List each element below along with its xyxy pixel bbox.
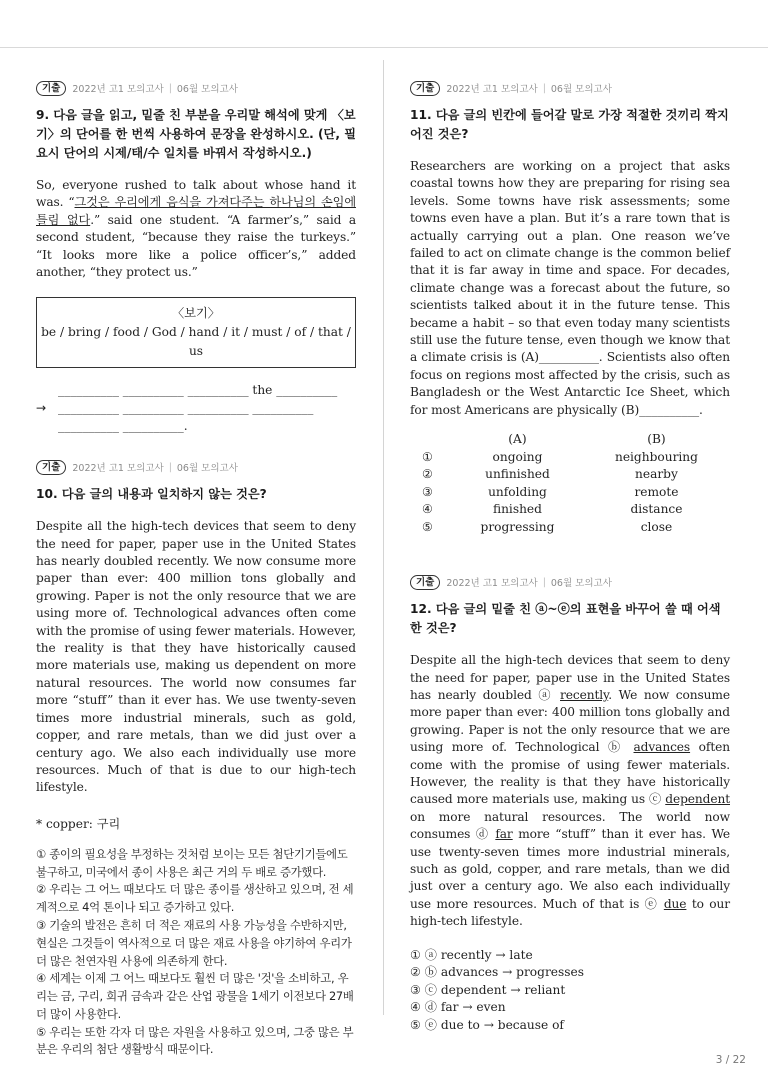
choice-4[interactable]: ④ ⓓ far → even [410,1000,506,1015]
word-bank-title: 〈보기〉 [172,306,220,321]
header-b: (B) [647,432,666,447]
question-11-choices [410,431,730,536]
underlined-a: recently [560,687,609,702]
choice-number: ① [422,449,433,464]
choice-number: ② [422,467,433,482]
choice-row[interactable] [410,484,730,502]
blank-line: __________ __________ __________ __________ [58,401,314,416]
exam-month: 06월 모의고사 [550,84,612,95]
exam-year: 2022년 고1 모의고사 [446,578,538,590]
underlined-e: due [663,896,687,911]
page-number: 3 / 22 [715,1054,746,1066]
question-12-choices [410,947,730,1035]
exam-year: 2022년 고1 모의고사 [72,463,164,475]
choice-number: ③ [422,484,433,499]
choice-a: unfolding [488,484,547,499]
choice-b: neighbouring [614,449,698,464]
choice-4[interactable]: ④ 세계는 이제 그 어느 때보다도 훨씬 더 많은 '것'을 소비하고, 우리는 금, 구리, 희귀 금속과 같은 산업 광물을 1세기 이전보다 27배 더 많이 사용한다. [36,971,354,1021]
choice-1[interactable]: ① ⓐ recently → late [410,947,533,962]
question-12 [410,574,730,1034]
answer-blanks [36,382,356,435]
exam-month: 06월 모의고사 [176,84,238,95]
question-9 [36,80,356,435]
question-10-meta: 기출 2022년 고1 모의고사 | 06월 모의고사 [36,459,356,475]
choice-a: ongoing [492,449,543,464]
choice-row[interactable] [410,519,730,537]
question-9-meta: 기출 2022년 고1 모의고사 | 06월 모의고사 [36,80,356,96]
question-12-meta: 기출 2022년 고1 모의고사 | 06월 모의고사 [410,574,730,590]
exam-year: 2022년 고1 모의고사 [72,84,164,95]
choice-3[interactable]: ③ ⓒ dependent → reliant [410,982,566,997]
underlined-b: advances [633,740,691,755]
tag-badge: 기출 [410,81,440,96]
question-10 [36,459,356,1059]
choice-row[interactable] [410,501,730,519]
choice-row[interactable] [410,466,730,484]
underlined-d: far [495,827,513,842]
question-11-passage: Researchers are working on a project that asks coastal towns how they are preparing for rising sea levels. Some towns have risk assessments; some towns even have a plan. But it’s a rare town that is actually carrying out a plan. One reason we’ve failed to act on climate change is the common belief that it is far away in time and space. For decades, climate change was a forecast about the future, so scientists talked about it in the future tense. This became a habit – so that even today many scientists still use the future tense, even though we know that a climate crisis is (A)__________. Scientists also often focus on regions most affected by the crisis, such as Bangladesh or the West Antarctic Ice Sheet, which for most Americans are physically (B)__________. [410,159,730,417]
question-11 [410,80,730,536]
choice-a: progressing [480,519,555,534]
word-bank-words: be / bring / food / God / hand / it / must / of / that / us [41,325,351,359]
choice-5[interactable]: ⑤ 우리는 또한 각자 더 많은 자원을 사용하고 있으며, 그중 많은 부분은 우리의 첨단 생활방식 때문이다. [36,1024,354,1057]
header-a: (A) [508,432,527,447]
question-10-choices [36,846,356,1060]
tag-badge: 기출 [410,575,440,590]
exam-month: 06월 모의고사 [550,578,612,590]
choice-2[interactable]: ② 우리는 그 어느 때보다도 더 많은 종이를 생산하고 있으며, 전 세계적으로 4억 톤이나 되고 증가하고 있다. [36,882,354,915]
choice-5[interactable]: ⑤ ⓔ due to → because of [410,1017,564,1032]
choice-a: unfinished [485,467,550,482]
tag-badge: 기출 [36,460,66,475]
underlined-c: dependent [665,792,730,807]
question-11-prompt: 11. 다음 글의 빈칸에 들어갈 말로 가장 적절한 것끼리 짝지어진 것은? [410,108,729,141]
choice-2[interactable]: ② ⓑ advances → progresses [410,965,584,980]
choice-b: nearby [635,467,678,482]
question-10-passage: Despite all the high-tech devices that seem to deny the need for paper, paper use in the United States has nearly doubled recently. We now consume more paper than ever: 400 million tons globally and growing. Paper is not the only resource that we are using more of. Technological advances often come with the promise of using fewer materials. However, the reality is that they have historically caused more materials use, making us dependent on more natural resources. The world now consumes far more “stuff” than it ever has. We use twenty-seven times more industrial minerals, such as gold, copper, and rare metals, than we did just over a century ago. We also each individually use more resources. Much of that is due to our high-tech lifestyle. [36,519,356,795]
blank-line: __________ __________ __________ the __________ [58,383,338,398]
question-9-passage: So, everyone rushed to talk about whose hand it was. “그것은 우리에게 음식을 가져다주는 하나님의 손임에 틀림 없다.” said one student. “A farmer’s,” said a second student, “because they raise the turkeys.” “It looks more like a police officer’s,” added another, “they protect us.” [36,178,356,280]
choice-header [410,431,730,449]
choice-b: remote [634,484,679,499]
question-12-passage: Despite all the high-tech devices that seem to deny the need for paper, paper use in the United States has nearly doubled ⓐ recently. We now consume more paper than ever: 400 million tons globally and growing. Paper is not the only resource that we are using more of. Technological ⓑ advances often come with the promise of using fewer materials. However, the reality is that they have historically caused more materials use, making us ⓒ dependent on more natural resources. The world now consumes ⓓ far more “stuff” than it ever has. We use twenty-seven times more industrial minerals, such as gold, copper, and rare metals, than we did just over a century ago. We also each individually use more resources. Much of that is ⓔ due to our high-tech lifestyle. [410,653,730,929]
arrow-icon: → [36,401,47,416]
footnote: * copper: 구리 [36,816,121,831]
choice-b: distance [630,502,683,517]
blank-line: __________ __________. [58,418,188,433]
left-column [36,80,356,1059]
right-column [410,80,730,1035]
choice-number: ⑤ [422,519,433,534]
tag-badge: 기출 [36,81,66,96]
column-divider [383,60,384,1015]
word-bank-box [36,297,356,368]
exam-month: 06월 모의고사 [176,463,238,475]
choice-number: ④ [422,502,433,517]
choice-a: finished [492,502,542,517]
choice-3[interactable]: ③ 기술의 발전은 흔히 더 적은 재료의 사용 가능성을 수반하지만, 현실은 그것들이 역사적으로 더 많은 재료 사용을 야기하여 우리가 더 많은 천연자원 사용에 의존하게 한다. [36,917,352,968]
exam-year: 2022년 고1 모의고사 [446,84,538,95]
question-9-prompt: 9. 다음 글을 읽고, 밑줄 친 부분을 우리말 해석에 맞게 〈보기〉의 단어를 한 번씩 사용하여 문장을 완성하시오. (단, 필요시 단어의 시제/태/수 일치를 바꿔서 작성하시오.) [36,108,356,160]
underlined-phrase: 그것은 우리에게 음식을 가져다주는 하나님의 손임에 틀림 없다 [36,195,356,227]
question-12-prompt: 12. 다음 글의 밑줄 친 ⓐ~ⓔ의 표현을 바꾸어 쓸 때 어색한 것은? [410,602,721,636]
choice-b: close [640,519,673,534]
header-rule [0,47,768,48]
question-10-prompt: 10. 다음 글의 내용과 일치하지 않는 것은? [36,487,267,502]
choice-row[interactable] [410,449,730,467]
question-11-meta: 기출 2022년 고1 모의고사 | 06월 모의고사 [410,80,730,96]
choice-1[interactable]: ① 종이의 필요성을 부정하는 것처럼 보이는 모든 첨단기기들에도 불구하고, 미국에서 종이 사용은 최근 거의 두 배로 증가했다. [36,846,348,879]
